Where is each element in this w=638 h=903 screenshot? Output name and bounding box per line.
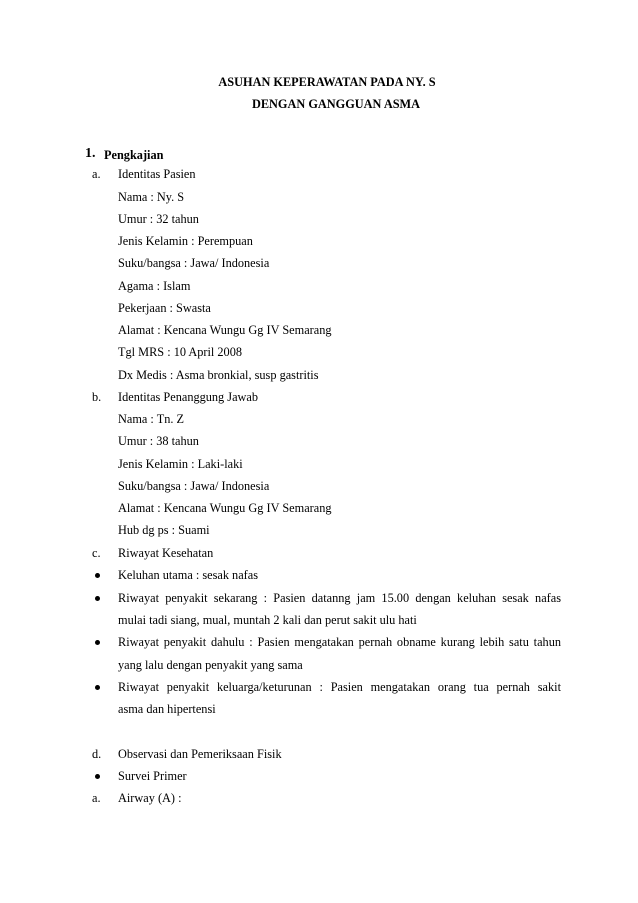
airway-label: Airway (A) : <box>118 791 182 805</box>
patient-ethnicity: Suku/bangsa : Jawa/ Indonesia <box>118 256 270 270</box>
current-illness-history-line-1: Riwayat penyakit sekarang : Pasien datanng jam 15.00 dengan keluhan sesak nafas <box>118 591 561 605</box>
primary-survey: Survei Primer <box>118 769 187 783</box>
patient-age: Umur : 32 tahun <box>118 212 199 226</box>
subsection-label-identitas-pasien: Identitas Pasien <box>118 167 196 181</box>
guardian-name: Nama : Tn. Z <box>118 412 185 426</box>
list-marker-d: d. <box>92 747 102 761</box>
section-number: 1. <box>85 146 96 161</box>
document-title-line-1: ASUHAN KEPERAWATAN PADA NY. S <box>218 75 436 89</box>
patient-admission-date: Tgl MRS : 10 April 2008 <box>118 345 243 359</box>
guardian-address: Alamat : Kencana Wungu Gg IV Semarang <box>118 501 332 515</box>
guardian-relationship: Hub dg ps : Suami <box>118 523 210 537</box>
current-illness-history-line-2: mulai tadi siang, mual, muntah 2 kali dan perut sakit ulu hati <box>118 613 417 627</box>
subsection-label-riwayat-kesehatan: Riwayat Kesehatan <box>118 546 214 560</box>
bullet-icon <box>95 573 100 578</box>
family-history-line-1: Riwayat penyakit keluarga/keturunan : Pasien mengatakan orang tua pernah sakit <box>118 680 561 694</box>
list-marker-a: a. <box>92 167 101 181</box>
patient-occupation: Pekerjaan : Swasta <box>118 301 211 315</box>
list-marker-c: c. <box>92 546 101 560</box>
list-marker-b: b. <box>92 390 102 404</box>
bullet-icon <box>95 596 100 601</box>
bullet-icon <box>95 774 100 779</box>
patient-diagnosis: Dx Medis : Asma bronkial, susp gastritis <box>118 368 319 382</box>
section-title: Pengkajian <box>104 148 164 162</box>
guardian-gender: Jenis Kelamin : Laki-laki <box>118 457 243 471</box>
patient-religion: Agama : Islam <box>118 279 191 293</box>
family-history-line-2: asma dan hipertensi <box>118 702 216 716</box>
past-illness-history-line-2: yang lalu dengan penyakit yang sama <box>118 658 303 672</box>
guardian-ethnicity: Suku/bangsa : Jawa/ Indonesia <box>118 479 270 493</box>
bullet-icon <box>95 685 100 690</box>
patient-address: Alamat : Kencana Wungu Gg IV Semarang <box>118 323 332 337</box>
past-illness-history-line-1: Riwayat penyakit dahulu : Pasien mengatakan pernah obname kurang lebih satu tahun <box>118 635 561 649</box>
guardian-age: Umur : 38 tahun <box>118 434 199 448</box>
document-title-line-2: DENGAN GANGGUAN ASMA <box>251 97 421 111</box>
chief-complaint: Keluhan utama : sesak nafas <box>118 568 258 582</box>
bullet-icon <box>95 640 100 645</box>
list-marker-a-airway: a. <box>92 791 101 805</box>
patient-gender: Jenis Kelamin : Perempuan <box>118 234 253 248</box>
subsection-label-penanggung-jawab: Identitas Penanggung Jawab <box>118 390 259 404</box>
patient-name: Nama : Ny. S <box>118 190 185 204</box>
subsection-label-observasi: Observasi dan Pemeriksaan Fisik <box>118 747 282 761</box>
